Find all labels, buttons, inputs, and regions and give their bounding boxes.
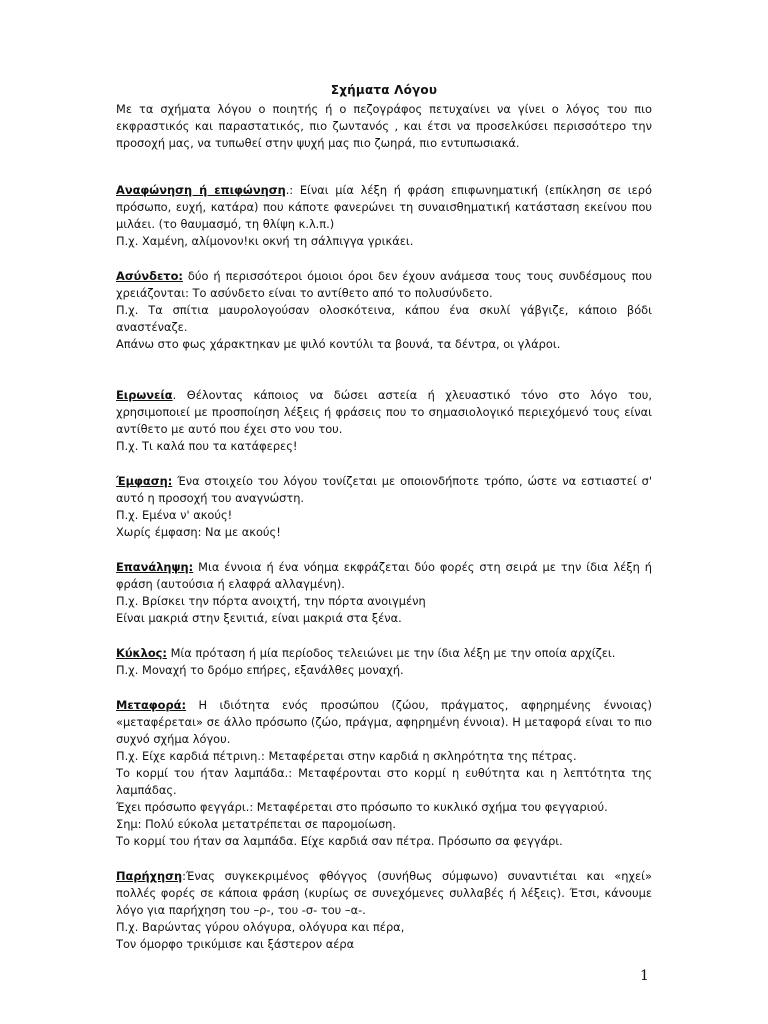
- example-line: Π.χ. Βαρώντας γύρου ολόγυρα, ολόγυρα και πέρα,: [116, 920, 405, 934]
- example-line: Τον όμορφο τρικύμισε και ξάστερον αέρα: [116, 937, 355, 951]
- term-eironeia: Ειρωνεία: [116, 388, 173, 402]
- example-line: Π.χ. Είχε καρδιά πέτρινη.: Μεταφέρεται στην καρδιά η σκληρότητα της πέτρας.: [116, 749, 577, 763]
- example-line: Π.χ. Χαμένη, αλίμονον!κι οκνή τη σάλπιγγα γρικάει.: [116, 234, 414, 248]
- example-line: Είναι μακριά στην ξενιτιά, είναι μακριά στα ξένα.: [116, 611, 402, 625]
- term-epanalipsi: Επανάληψη:: [116, 560, 194, 574]
- example-line: Π.χ. Τα σπίτια μαυρολογούσαν ολοσκότεινα, κάπου ένα σκυλί γάβγιζε, κάποιο βόδι αναστέναζε.: [116, 303, 652, 334]
- example-line: Π.χ. Τι καλά που τα κατάφερες!: [116, 439, 298, 453]
- section-kyklos: [116, 645, 652, 679]
- page-title: Σχήματα Λόγου: [330, 83, 438, 97]
- example-line: Π.χ. Μοναχή το δρόμο επήρες, εξανάλθες μοναχή.: [116, 663, 404, 677]
- document-page: [116, 82, 652, 953]
- section-asyndeto: [116, 268, 652, 353]
- example-line: Π.χ. Βρίσκει την πόρτα ανοιχτή, την πόρτα ανοιγμένη: [116, 594, 426, 608]
- section-metafora: [116, 697, 652, 850]
- definition-epanalipsi: Μια έννοια ή ένα νόημα εκφράζεται δύο φορές στη σειρά με την ίδια λέξη ή φράση (αυτούσια ή ελαφρά αλλαγμένη).: [116, 560, 652, 591]
- term-asyndeto: Ασύνδετο:: [116, 269, 183, 283]
- definition-parichisi: :Ένας συγκεκριμένος φθόγγος (συνήθως σύμφωνο) συναντιέται και «ηχεί» πολλές φορές σε κάποια φράση (κυρίως σε συνεχόμενες συλλαβές ή λέξεις). Έτσι, κάνουμε λόγο για παρήχηση του –ρ-, του -σ- του –α-.: [116, 869, 652, 917]
- example-line: Το κορμί του ήταν σα λαμπάδα. Είχε καρδιά σαν πέτρα. Πρόσωπο σα φεγγάρι.: [116, 834, 563, 848]
- definition-anafonisi: .: Είναι μία λέξη ή φράση επιφωνηματική (επίκληση σε ιερό πρόσωπο, ευχή, κατάρα) που κάποτε φανερώνει τη συναισθηματική κατάσταση εκείνου που μιλάει. (το θαυμασμό, τη θλίψη κ.λ.π.): [116, 183, 653, 231]
- term-kyklos: Κύκλος:: [116, 646, 167, 660]
- example-line: Το κορμί του ήταν λαμπάδα.: Μεταφέρονται στο κορμί η ευθύτητα και η λεπτότητα της λαμπάδας.: [116, 766, 652, 797]
- section-emfasi: [116, 473, 652, 541]
- section-eironeia: [116, 387, 652, 455]
- section-anafonisi: [116, 182, 652, 250]
- section-parichisi: [116, 868, 652, 953]
- definition-eironeia: . Θέλοντας κάποιος να δώσει αστεία ή χλευαστικό τόνο στο λόγο του, χρησιμοποιεί με προσποίηση λέξεις ή φράσεις που το σημασιολογικό περιεχόμενό τους είναι αντίθετο με αυτό που έχει στο νου του.: [116, 388, 652, 436]
- example-line: Έχει πρόσωπο φεγγάρι.: Μεταφέρεται στο πρόσωπο το κυκλικό σχήμα του φεγγαριού.: [116, 800, 608, 814]
- definition-metafora: Η ιδιότητα ενός προσώπου (ζώου, πράγματος, αφηρημένης έννοιας) «μεταφέρεται» σε άλλο πρόσωπο (ζώο, πράγμα, αφηρημένη έννοια). Η μεταφορά είναι το πιο συχνό σχήμα λόγου.: [116, 698, 652, 746]
- definition-emfasi: Ένα στοιχείο του λόγου τονίζεται με οποιονδήποτε τρόπο, ώστε να εστιαστεί σ' αυτό η προσοχή του αναγνώστη.: [116, 474, 652, 505]
- intro-paragraph: Με τα σχήματα λόγου ο ποιητής ή ο πεζογράφος πετυχαίνει να γίνει ο λόγος του πιο εκφραστικός και παραστατικός, πιο ζωντανός , και έτσι να προσελκύσει περισσότερο την προσοχή μας, να τυπωθεί στην ψυχή μας πιο ζωηρά, πιο εντυπωσιακά.: [116, 102, 652, 150]
- term-parichisi: Παρήχηση: [116, 869, 183, 883]
- example-line: Π.χ. Εμένα ν' ακούς!: [116, 508, 233, 522]
- definition-asyndeto: δύο ή περισσότεροι όμοιοι όροι δεν έχουν ανάμεσα τους τους συνδέσμους που χρειάζονται: Το ασύνδετο είναι το αντίθετο από το πολυσύνδετο.: [116, 269, 652, 300]
- definition-kyklos: Μία πρόταση ή μία περίοδος τελειώνει με την ίδια λέξη με την οποία αρχίζει.: [166, 646, 616, 660]
- section-epanalipsi: [116, 559, 652, 627]
- page-number: 1: [640, 968, 649, 984]
- note-line: Σημ: Πολύ εύκολα μετατρέπεται σε παρομοίωση.: [116, 817, 397, 831]
- term-anafonisi: Αναφώνηση ή επιφώνηση: [116, 183, 286, 197]
- term-metafora: Μεταφορά:: [116, 698, 187, 712]
- example-line: Απάνω στο φως χάρακτηκαν με ψιλό κοντύλι τα βουνά, τα δέντρα, οι γλάροι.: [116, 337, 561, 351]
- term-emfasi: Έμφαση:: [116, 474, 173, 488]
- example-line: Χωρίς έμφαση: Να με ακούς!: [116, 525, 281, 539]
